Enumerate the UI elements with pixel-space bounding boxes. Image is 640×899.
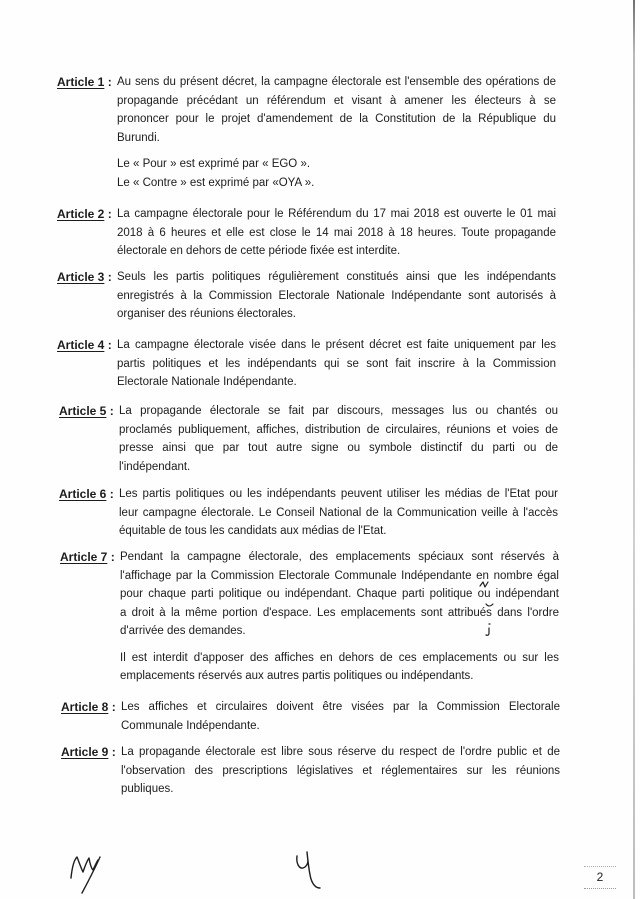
text-line: prononcer pour le projet d'amendement de la Constitution de la République du [117,113,556,125]
article-9 [61,743,560,799]
article-4 [57,336,556,392]
article-3-body [117,268,556,324]
scan-edge [633,0,635,899]
article-1-paragraph-2 [117,155,556,192]
article-5-label [59,402,119,421]
label-colon: : [110,550,115,564]
text-line: emplacements réservés aux autres partis politiques ou indépendants. [120,670,474,682]
text-line: organiser des réunions électorales. [117,308,296,320]
article-7-body [120,548,559,686]
text-line: Burundi. [117,131,160,144]
initials-left-signature [71,857,100,893]
text-line: proclamés publiquement, affiches, distribution de circulaires, réunions et voies de [119,423,558,436]
article-8-body [121,698,560,735]
text-line: d'arrivée des demandes. [120,625,246,637]
article-3-label [57,268,117,287]
text-line: l'affichage par la Commission Electorale Communale Indépendante en nombre égal [120,569,559,582]
article-7-paragraph-2 [120,649,559,686]
text-line: publiques. [121,783,174,795]
label-colon: : [107,338,112,352]
text-line: électorale en dehors de cette période fixée est interdite. [117,245,401,257]
text-line: Electorale Nationale Indépendante. [117,376,297,388]
text-line: propagande précédant un référendum et visant à amener les électeurs à se [117,94,556,107]
article-6-label [59,485,119,504]
label-colon: : [109,404,114,418]
text-line: enregistrés à la Commission Electorale Nationale Indépendante sont autorisés à [117,289,556,302]
page-number [584,866,616,889]
article-5 [59,402,558,476]
article-9-body [121,743,560,799]
article-5-title: Article 5 [59,404,107,418]
article-7-label [60,548,120,567]
article-2-body [117,205,556,261]
text-line: Communale Indépendante. [121,719,260,732]
article-3-title: Article 3 [57,270,105,284]
article-3 [57,268,556,324]
vote-pour-line: Le « Pour » est exprimé par « EGO ». [117,158,311,170]
text-line: Pendant la campagne électorale, des emplacements spéciaux sont réservés à [120,551,559,563]
text-line: La propagande électorale est libre sous réserve du respect de l'ordre public et de [121,746,560,758]
text-line: La campagne électorale visée dans le présent décret est faite uniquement par les [117,339,556,351]
article-2-label [57,205,117,224]
text-line: La propagande électorale se fait par discours, messages lus ou chantés ou [119,405,558,417]
text-line: presse ainsi que par tout autre signe ou symbole distinctif du parti ou de [119,442,558,454]
text-line: leur campagne électorale. Le Conseil National de la Communication veille à l'accès [119,506,558,519]
text-line: partis politiques et les indépendants qui se sont fait inscrire à la Commission [117,357,556,370]
article-4-title: Article 4 [57,338,105,352]
label-colon: : [111,745,116,759]
text-line: Les affiches et circulaires doivent être visées par la Commission Electorale [121,701,560,713]
label-colon: : [109,487,114,501]
article-1-paragraph-1 [117,73,556,147]
text-line: La campagne électorale pour le Référendum du 17 mai 2018 est ouverte le 01 mai [117,208,556,220]
article-8-title: Article 8 [61,700,109,714]
text-line: a droit à la même portion d'espace. Les emplacements sont attribués dans l'ordre [120,606,559,619]
text-line: Au sens du présent décret, la campagne électorale est l'ensemble des opérations de [117,76,556,88]
article-6 [59,485,558,541]
text-line: équitable de tous les candidats aux médias de l'Etat. [119,525,387,537]
article-7-paragraph-1 [120,548,559,641]
article-1 [57,73,556,192]
article-4-body [117,336,556,392]
article-2-title: Article 2 [57,207,105,221]
label-colon: : [107,270,112,284]
page-number-value: 2 [596,870,604,884]
article-4-label [57,336,117,355]
article-1-body [117,73,556,192]
article-8 [61,698,560,735]
vote-contre-line: Le « Contre » est exprimé par «OYA ». [117,176,315,189]
article-7 [60,548,559,686]
article-9-title: Article 9 [61,745,109,759]
article-6-body [119,485,558,541]
label-colon: : [107,75,112,89]
initials-center-signature [297,852,320,888]
label-colon: : [111,700,116,714]
label-colon: : [107,207,112,221]
text-line: l'indépendant. [119,460,191,473]
text-line: l'observation des prescriptions législatives et réglementaires sur les réunions [121,764,560,777]
text-line: 2018 à 6 heures et elle est close le 14 mai 2018 à 18 heures. Toute propagande [117,226,556,239]
text-line: Les partis politiques ou les indépendants peuvent utiliser les médias de l'Etat pour [119,488,558,500]
text-line: pour chaque parti politique ou indépendant. Chaque parti politique ou indépendant [120,588,559,600]
article-8-label [61,698,121,717]
article-9-label [61,743,121,762]
article-5-body [119,402,558,476]
article-7-title: Article 7 [60,550,108,564]
article-2 [57,205,556,261]
text-line: Seuls les partis politiques régulièrement constitués ainsi que les indépendants [117,271,556,283]
article-1-label [57,73,117,92]
article-6-title: Article 6 [59,487,107,501]
article-1-title: Article 1 [57,75,105,89]
text-line: Il est interdit d'apposer des affiches en dehors de ces emplacements ou sur les [120,651,559,664]
